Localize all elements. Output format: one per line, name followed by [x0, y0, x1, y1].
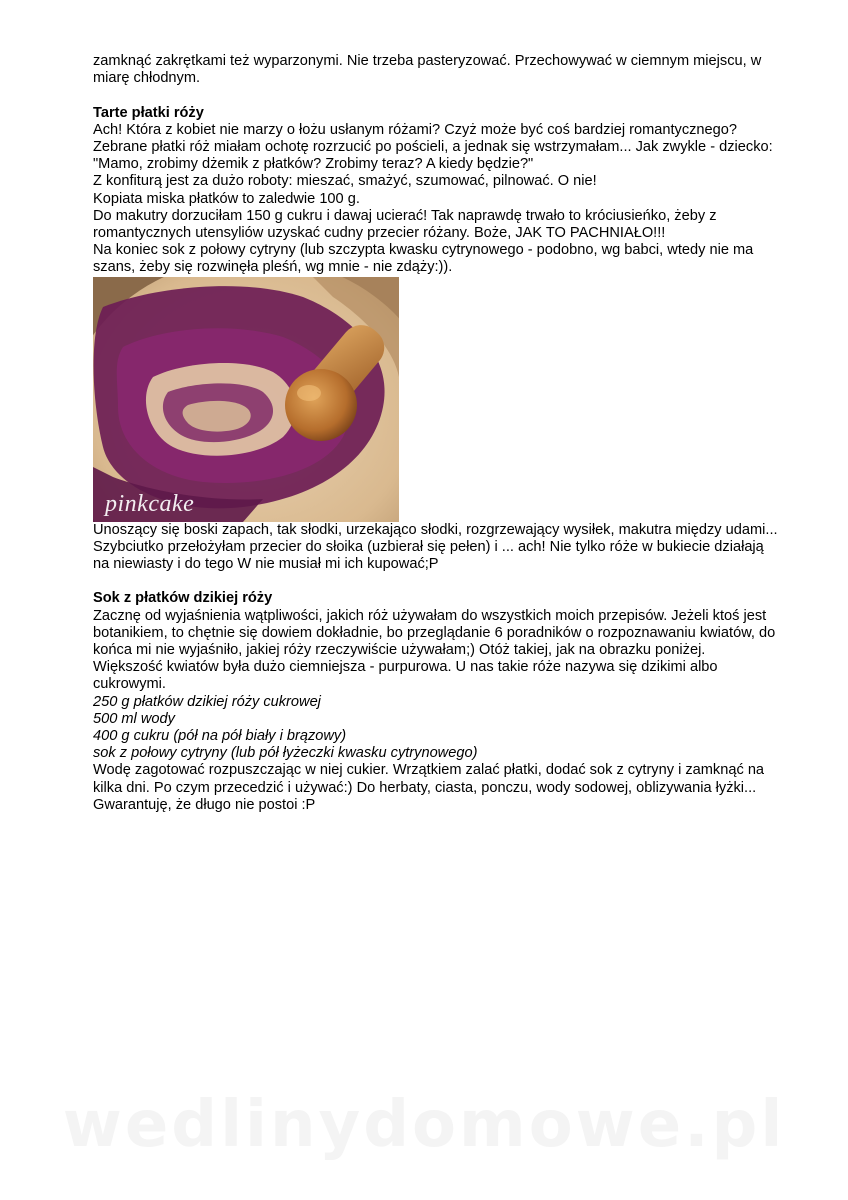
mortar-illustration — [93, 277, 399, 522]
section1-line-4: Z konfiturą jest za dużo roboty: mieszać, smażyć, szumować, pilnować. O nie! — [93, 173, 597, 190]
ingredient-line: 500 ml wody — [93, 710, 175, 727]
site-watermark: wedlinydomowe.pl — [62, 1088, 786, 1162]
section2-line-5: cukrowymi. — [93, 676, 166, 693]
ingredient-line: 250 g płatków dzikiej róży cukrowej — [93, 693, 321, 710]
section1-line-1: Ach! Która z kobiet nie marzy o łożu usłanym różami? Czyż może być coś bardziej romantycznego? — [93, 121, 738, 138]
section1-line-8: Na koniec sok z połowy cytryny (lub szczypta kwasku cytrynowego - podobno, wg babci, wtedy nie ma — [93, 242, 754, 259]
section2-line-1: Zacznę od wyjaśnienia wątpliwości, jakich róż używałam do wszystkich moich przepisów. Jeżeli ktoś jest — [93, 607, 767, 624]
section2-line-4: Większość kwiatów była dużo ciemniejsza - purpurowa. U nas takie róże nazywa się dzikimi albo — [93, 659, 718, 676]
section1-line-9: szans, żeby się rozwinęła pleśń, wg mnie - nie zdąży:)). — [93, 259, 453, 276]
section1-line-6: Do makutry dorzuciłam 150 g cukru i dawaj ucierać! Tak naprawdę trwało to króciusieńko, żeby z — [93, 207, 717, 224]
section1-after-line-2: Szybciutko przełożyłam przecier do słoika (uzbierał się pełen) i ... ach! Nie tylko róże w bukiecie działają — [93, 538, 764, 555]
section2-line-2: botanikiem, to chętnie się dowiem dokładnie, bo przeglądanie 6 poradników o rozpoznawaniu kwiatów, do — [93, 624, 776, 641]
spacer — [93, 87, 813, 104]
section1-after-line-3: na niewiasty i do tego W nie musiał mi ich kupować;P — [93, 556, 439, 573]
section1-line-3: "Mamo, zrobimy dżemik z płatków? Zrobimy teraz? A kiedy będzie?" — [93, 156, 534, 173]
section1-line-5: Kopiata miska płatków to zaledwie 100 g. — [93, 190, 360, 207]
section-heading-rose-puree: Tarte płatki róży — [93, 104, 204, 121]
section2-line-3: końca mi nie wyjaśniło, jakiej róży rzeczywiście używałam;) Otóż takiej, jak na obrazku poniżej. — [93, 642, 706, 659]
document-body — [93, 53, 813, 814]
photo-watermark-caption: pinkcake — [105, 491, 195, 518]
intro-line-2: miarę chłodnym. — [93, 70, 201, 87]
rose-puree-photo — [93, 277, 399, 522]
spacer — [93, 573, 813, 590]
section1-after-line-1: Unoszący się boski zapach, tak słodki, urzekająco słodki, rozgrzewający wysiłek, makutra między udami... — [93, 521, 778, 538]
method-line-3: Gwarantuję, że długo nie postoi :P — [93, 796, 316, 813]
method-line-2: kilka dni. Po czym przecedzić i używać:) Do herbaty, ciasta, ponczu, wody sodowej, oblizywania łyżki... — [93, 779, 757, 796]
section1-line-7: romantycznych utensyliów uzyskać cudny przecier różany. Boże, JAK TO PACHNIAŁO!!! — [93, 225, 666, 242]
method-line-1: Wodę zagotować rozpuszczając w niej cukier. Wrzątkiem zalać płatki, dodać sok z cytryny i zamknąć na — [93, 762, 765, 779]
ingredient-line: 400 g cukru (pół na pół biały i brązowy) — [93, 728, 347, 745]
intro-line-1: zamknąć zakrętkami też wyparzonymi. Nie trzeba pasteryzować. Przechowywać w ciemnym miejscu, w — [93, 53, 762, 69]
section1-line-2: Zebrane płatki róż miałam ochotę rozrzucić po pościeli, a jednak się wstrzymałam... Jak zwykle - dziecko: — [93, 139, 773, 155]
section-heading-rose-juice: Sok z płatków dzikiej róży — [93, 590, 273, 607]
ingredient-line: sok z połowy cytryny (lub pół łyżeczki kwasku cytrynowego) — [93, 745, 478, 762]
